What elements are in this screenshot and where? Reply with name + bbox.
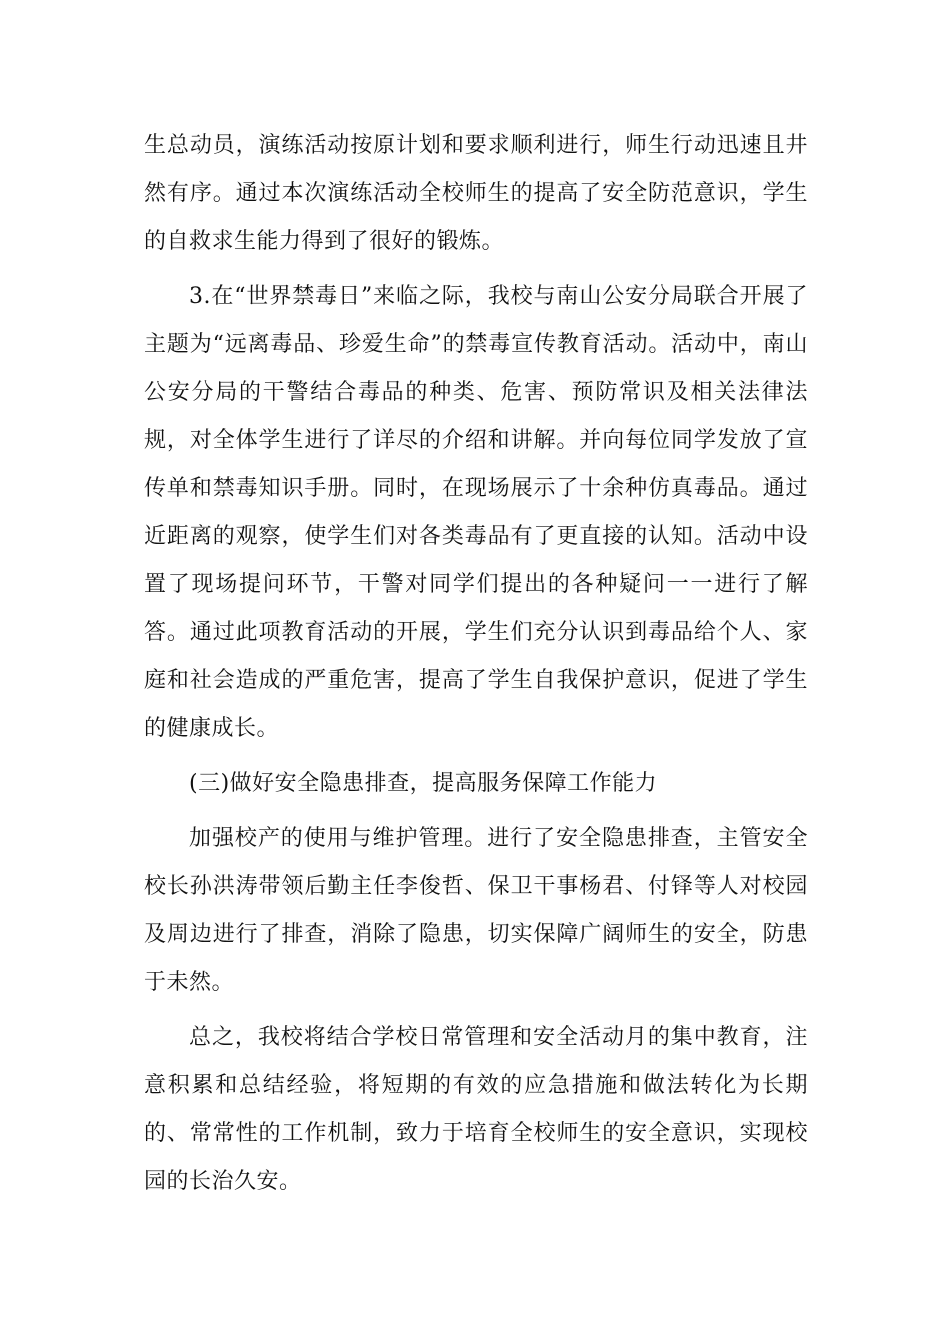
paragraph-anti-drug-activity: 3.在“世界禁毒日”来临之际，我校与南山公安分局联合开展了主题为“远离毒品、珍爱生命”的禁毒宣传教育活动。活动中，南山公安分局的干警结合毒品的种类、危害、预防常识及相关法律法规，对全体学生进行了详尽的介绍和讲解。并向每位同学发放了宣传单和禁毒知识手册。同时，在现场展示了十余种仿真毒品。通过近距离的观察，使学生们对各类毒品有了更直接的认知。活动中设置了现场提问环节，干警对同学们提出的各种疑问一一进行了解答。通过此项教育活动的开展，学生们充分认识到毒品给个人、家庭和社会造成的严重危害，提高了学生自我保护意识，促进了学生的健康成长。	[144, 284, 808, 741]
paragraph-conclusion: 总之，我校将结合学校日常管理和安全活动月的集中教育，注意积累和总结经验，将短期的有效的应急措施和做法转化为长期的、常常性的工作机制，致力于培育全校师生的安全意识，实现校园的长治久安。	[144, 1025, 808, 1194]
section-heading-safety-inspection: (三)做好安全隐患排查，提高服务保障工作能力	[189, 771, 658, 796]
document-body	[144, 122, 808, 1213]
paragraph-safety-inspection: 加强校产的使用与维护管理。进行了安全隐患排查，主管安全校长孙洪涛带领后勤主任李俊哲、保卫干事杨君、付铎等人对校园及周边进行了排查，消除了隐患，切实保障广阔师生的安全，防患于未然。	[144, 826, 808, 995]
paragraph-continuation: 生总动员，演练活动按原计划和要求顺利进行，师生行动迅速且井然有序。通过本次演练活动全校师生的提高了安全防范意识，学生的自救求生能力得到了很好的锻炼。	[144, 133, 808, 254]
